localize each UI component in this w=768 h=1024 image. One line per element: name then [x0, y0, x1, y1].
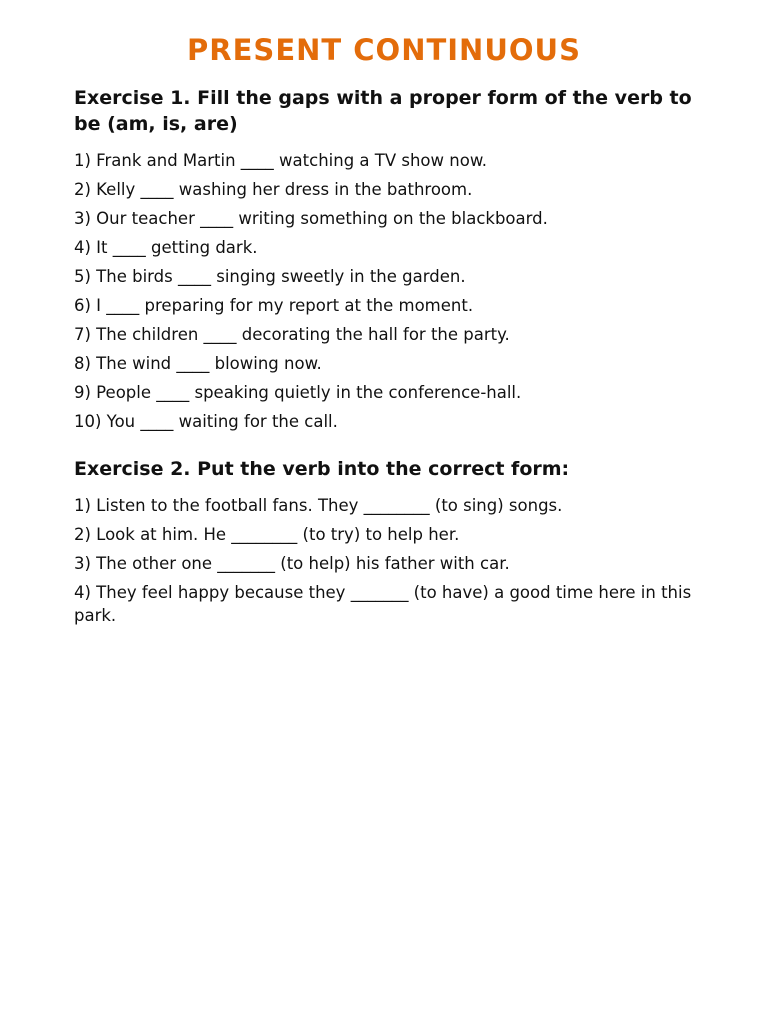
exercise-1-item: 6) I ____ preparing for my report at the moment. — [74, 296, 474, 315]
exercise-2-item: 3) The other one _______ (to help) his father with car. — [74, 554, 510, 573]
exercise-2-heading: Exercise 2. Put the verb into the correct form: — [74, 458, 570, 480]
exercise-1-item: 7) The children ____ decorating the hall for the party. — [74, 325, 510, 344]
exercise-1-item: 2) Kelly ____ washing her dress in the bathroom. — [74, 180, 473, 199]
exercise-2-item: 1) Listen to the football fans. They ________ (to sing) songs. — [74, 496, 563, 515]
exercise-1-item: 4) It ____ getting dark. — [74, 238, 258, 257]
exercise-1-item: 10) You ____ waiting for the call. — [74, 412, 338, 431]
exercise-1-item: 5) The birds ____ singing sweetly in the garden. — [74, 267, 466, 286]
exercise-2-list — [74, 494, 704, 627]
exercise-1-heading: Exercise 1. Fill the gaps with a proper form of the verb to be (am, is, are) — [74, 87, 692, 135]
exercise-1-item: 9) People ____ speaking quietly in the conference-hall. — [74, 383, 522, 402]
exercise-1-list — [74, 149, 704, 439]
page-title: PRESENT CONTINUOUS — [187, 33, 581, 67]
exercise-2-item: 4) They feel happy because they _______ (to have) a good time here in this park. — [74, 583, 692, 625]
exercise-1-item: 3) Our teacher ____ writing something on the blackboard. — [74, 209, 548, 228]
exercise-1-item: 8) The wind ____ blowing now. — [74, 354, 322, 373]
exercise-2-item: 2) Look at him. He ________ (to try) to help her. — [74, 525, 460, 544]
exercise-1-item: 1) Frank and Martin ____ watching a TV show now. — [74, 151, 488, 170]
